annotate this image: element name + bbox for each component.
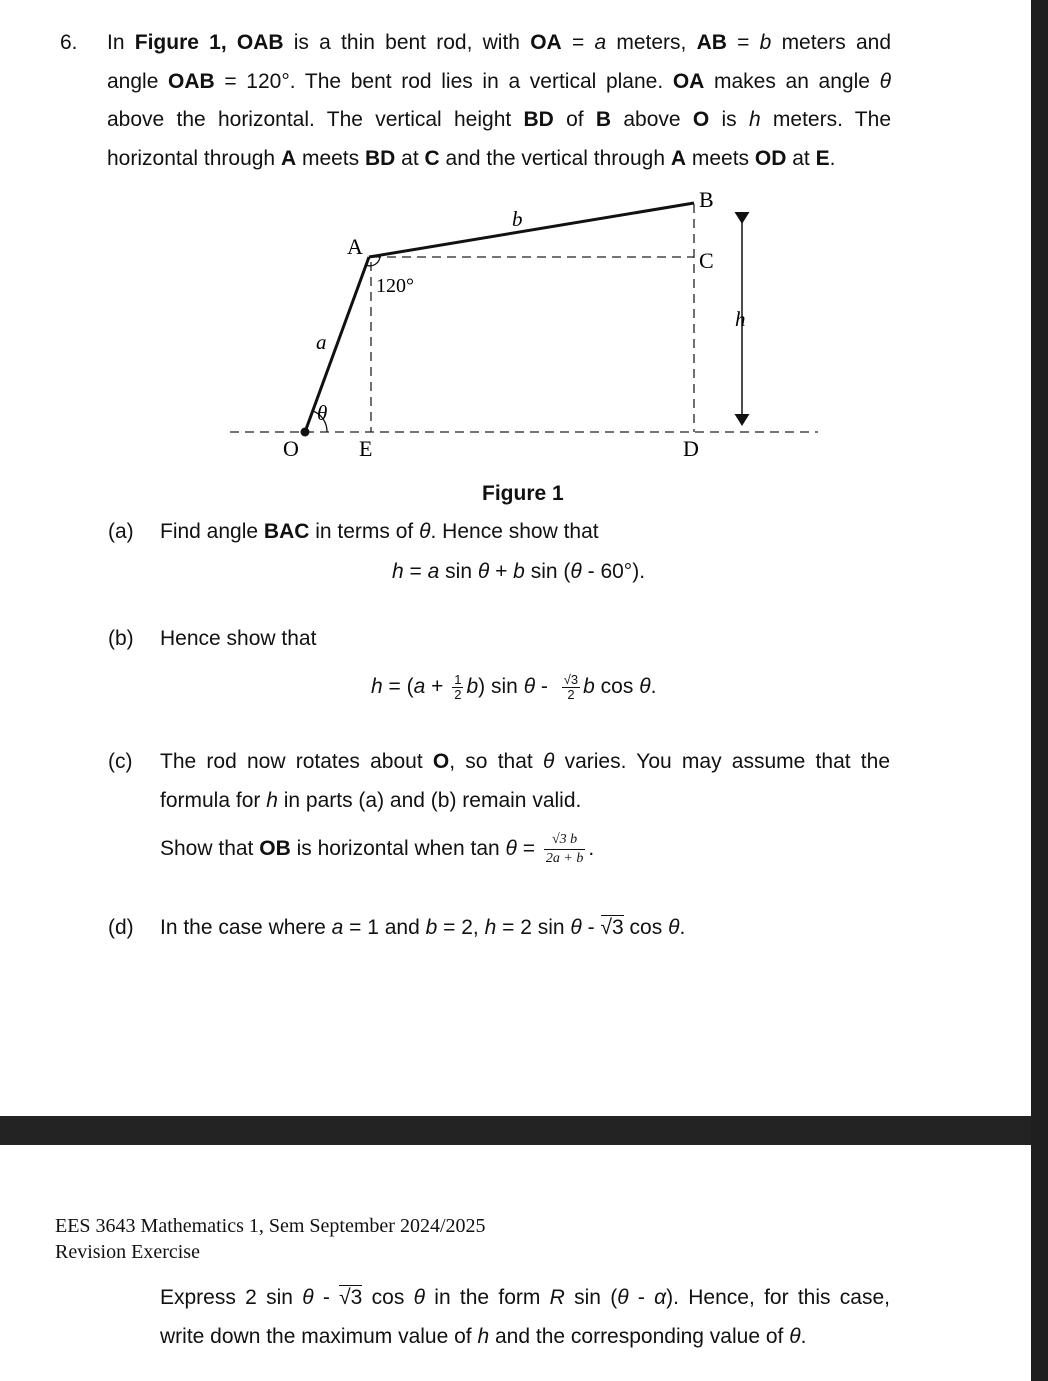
label-a-point: A bbox=[347, 234, 363, 259]
part-c-label: (c) bbox=[108, 750, 133, 773]
label-theta: θ bbox=[317, 401, 328, 425]
intro-line-2: angle OAB = 120°. The bent rod lies in a vertical plane. OA makes an angle θ bbox=[107, 70, 891, 93]
intro-line-4: horizontal through A meets BD at C and the vertical through A meets OD at E. bbox=[107, 147, 836, 170]
page-break-band bbox=[0, 1116, 1031, 1145]
figure-caption: Figure 1 bbox=[482, 482, 564, 505]
intro-line-1: In Figure 1, OAB is a thin bent rod, with OA = a meters, AB = b meters and bbox=[107, 31, 892, 54]
question-number: 6. bbox=[60, 31, 78, 54]
label-h: h bbox=[735, 307, 746, 331]
intro-line-3: above the horizontal. The vertical height BD of B above O is h meters. The bbox=[107, 108, 891, 131]
continuation-line-1: Express 2 sin θ - √3 cos θ in the form R sin (θ - α). Hence, for this case, bbox=[160, 1286, 890, 1309]
part-d-label: (d) bbox=[108, 916, 134, 939]
figure-1-diagram bbox=[0, 180, 1031, 470]
label-b-length: b bbox=[512, 207, 523, 231]
part-b-text: Hence show that bbox=[160, 627, 317, 650]
continuation-line-2: write down the maximum value of h and the corresponding value of θ. bbox=[160, 1325, 807, 1348]
rod-oa bbox=[305, 257, 369, 432]
tan-theta-fraction: $\frac{√3 b}{2a + b}$ bbox=[545, 831, 584, 866]
part-b-label: (b) bbox=[108, 627, 134, 650]
course-header: EES 3643 Mathematics 1, Sem September 2024/2025 bbox=[55, 1215, 486, 1237]
label-e-point: E bbox=[359, 436, 373, 461]
label-b-point: B bbox=[699, 187, 714, 212]
part-a-formula: h = a sin θ + b sin (θ - 60°). bbox=[392, 560, 646, 583]
part-c-line-3: Show that OB is horizontal when tan θ = $\frac{√3 b}{2a + b}$ . bbox=[160, 831, 595, 866]
half-fraction: $\frac{1}{2}$ bbox=[454, 671, 462, 702]
part-c-line-2: formula for h in parts (a) and (b) remain valid. bbox=[160, 789, 582, 812]
label-c-point: C bbox=[699, 248, 714, 273]
document-title: Revision Exercise bbox=[55, 1241, 200, 1263]
part-c-line-1: The rod now rotates about O, so that θ varies. You may assume that the bbox=[160, 750, 890, 773]
label-d-point: D bbox=[683, 436, 699, 461]
rod-ab bbox=[369, 203, 694, 257]
label-angle-120: 120° bbox=[376, 275, 414, 297]
right-edge-bar bbox=[1031, 0, 1048, 1381]
part-a-label: (a) bbox=[108, 520, 134, 543]
point-o bbox=[301, 428, 310, 437]
part-d-text: In the case where a = 1 and b = 2, h = 2 sin θ - √3 cos θ. bbox=[160, 916, 686, 939]
root3-over-2-fraction: $\frac{√3}{2}$ bbox=[563, 671, 579, 702]
part-b-formula: h = (a + $\frac{1}{2}$ b) sin θ - $\frac{√3}{2}$ b cos θ. bbox=[371, 671, 657, 702]
label-a-length: a bbox=[316, 330, 327, 354]
label-o-point: O bbox=[283, 436, 299, 461]
part-a-text: Find angle BAC in terms of θ. Hence show that bbox=[160, 520, 599, 543]
